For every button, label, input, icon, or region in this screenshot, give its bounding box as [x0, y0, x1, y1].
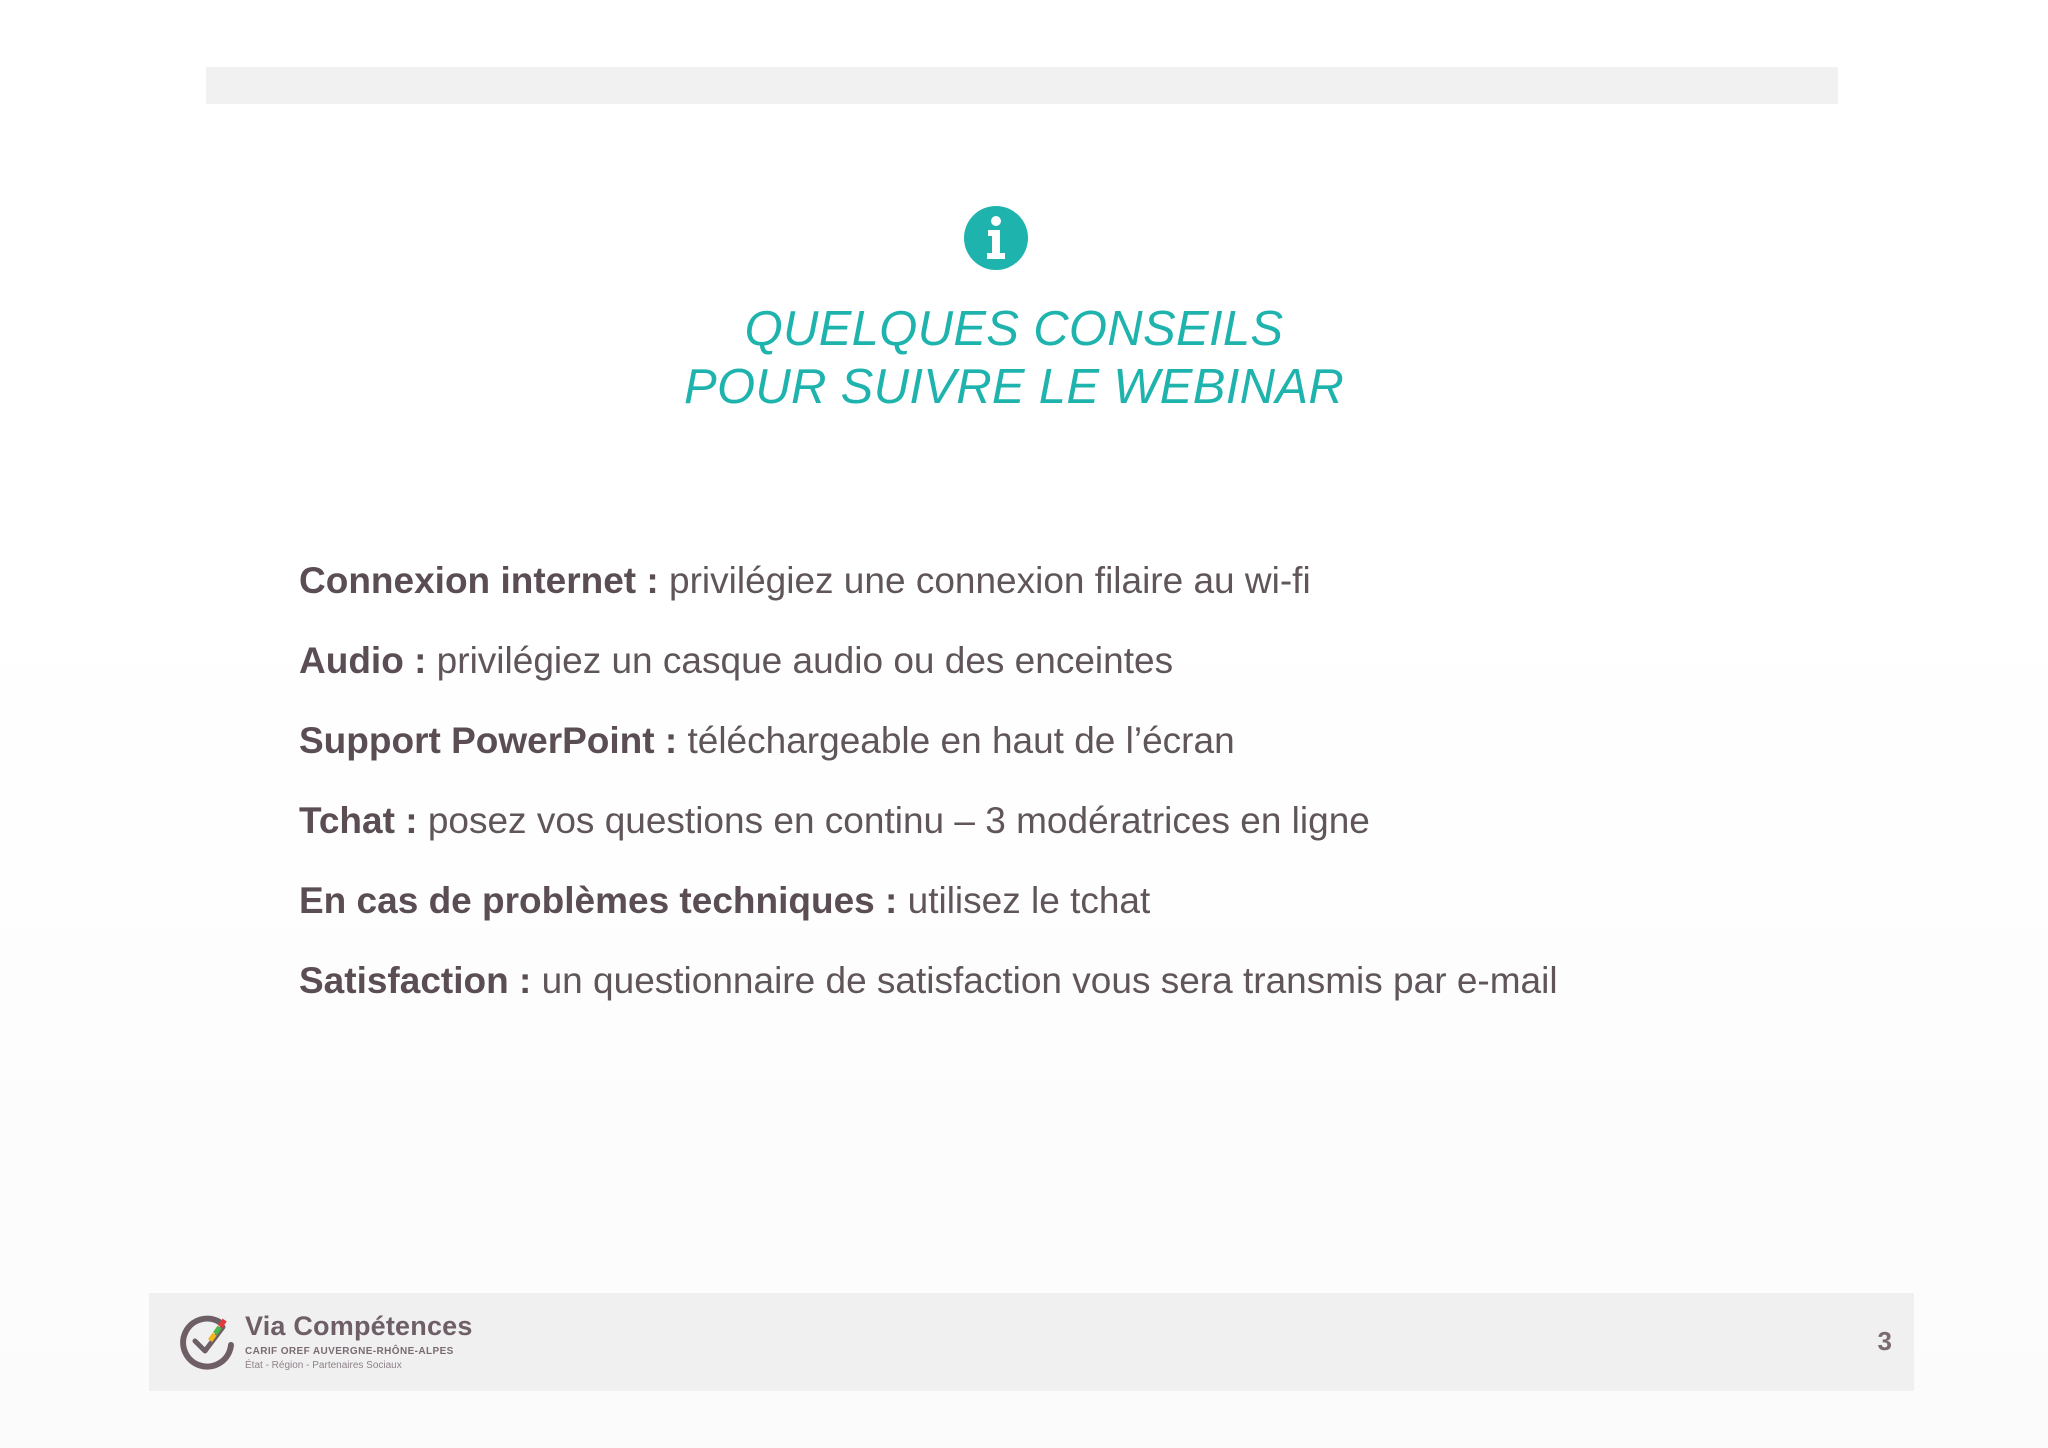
tip-audio: [299, 633, 1899, 713]
tip-text: privilégiez un casque audio ou des enceintes: [426, 640, 1174, 681]
tip-text: posez vos questions en continu – 3 modératrices en ligne: [417, 800, 1370, 841]
tip-text: privilégiez une connexion filaire au wi-fi: [658, 560, 1311, 601]
tip-support: [299, 713, 1899, 793]
slide-title: [0, 300, 2028, 416]
tip-label: Tchat :: [299, 800, 418, 841]
logo-name: Via Compétences: [245, 1311, 473, 1341]
tip-connexion: [299, 553, 1899, 633]
logo-tagline: État - Région - Partenaires Sociaux: [245, 1360, 402, 1371]
tip-label: Connexion internet :: [299, 560, 659, 601]
tip-label: Support PowerPoint :: [299, 720, 678, 761]
tip-label: Audio :: [299, 640, 427, 681]
tip-text: utilisez le tchat: [897, 880, 1151, 921]
page-number: 3: [1877, 1326, 1892, 1356]
slide-title-line-2: POUR SUIVRE LE WEBINAR: [683, 360, 1345, 414]
tip-satisfaction: [299, 953, 1899, 1033]
info-icon: [963, 205, 1029, 271]
tip-label: En cas de problèmes techniques :: [299, 880, 898, 921]
logo-subtitle: CARIF OREF AUVERGNE-RHÔNE-ALPES: [245, 1346, 454, 1357]
header-bar: [206, 67, 1838, 104]
footer: [149, 1293, 1914, 1391]
via-competences-logo-icon: [177, 1311, 237, 1371]
tip-text: un questionnaire de satisfaction vous sera transmis par e-mail: [531, 960, 1558, 1001]
tip-problemes: [299, 873, 1899, 953]
tips-list: [299, 553, 1899, 1033]
tip-text: téléchargeable en haut de l’écran: [677, 720, 1235, 761]
tip-tchat: [299, 793, 1899, 873]
slide-title-line-1: QUELQUES CONSEILS: [744, 302, 1284, 356]
tip-label: Satisfaction :: [299, 960, 532, 1001]
